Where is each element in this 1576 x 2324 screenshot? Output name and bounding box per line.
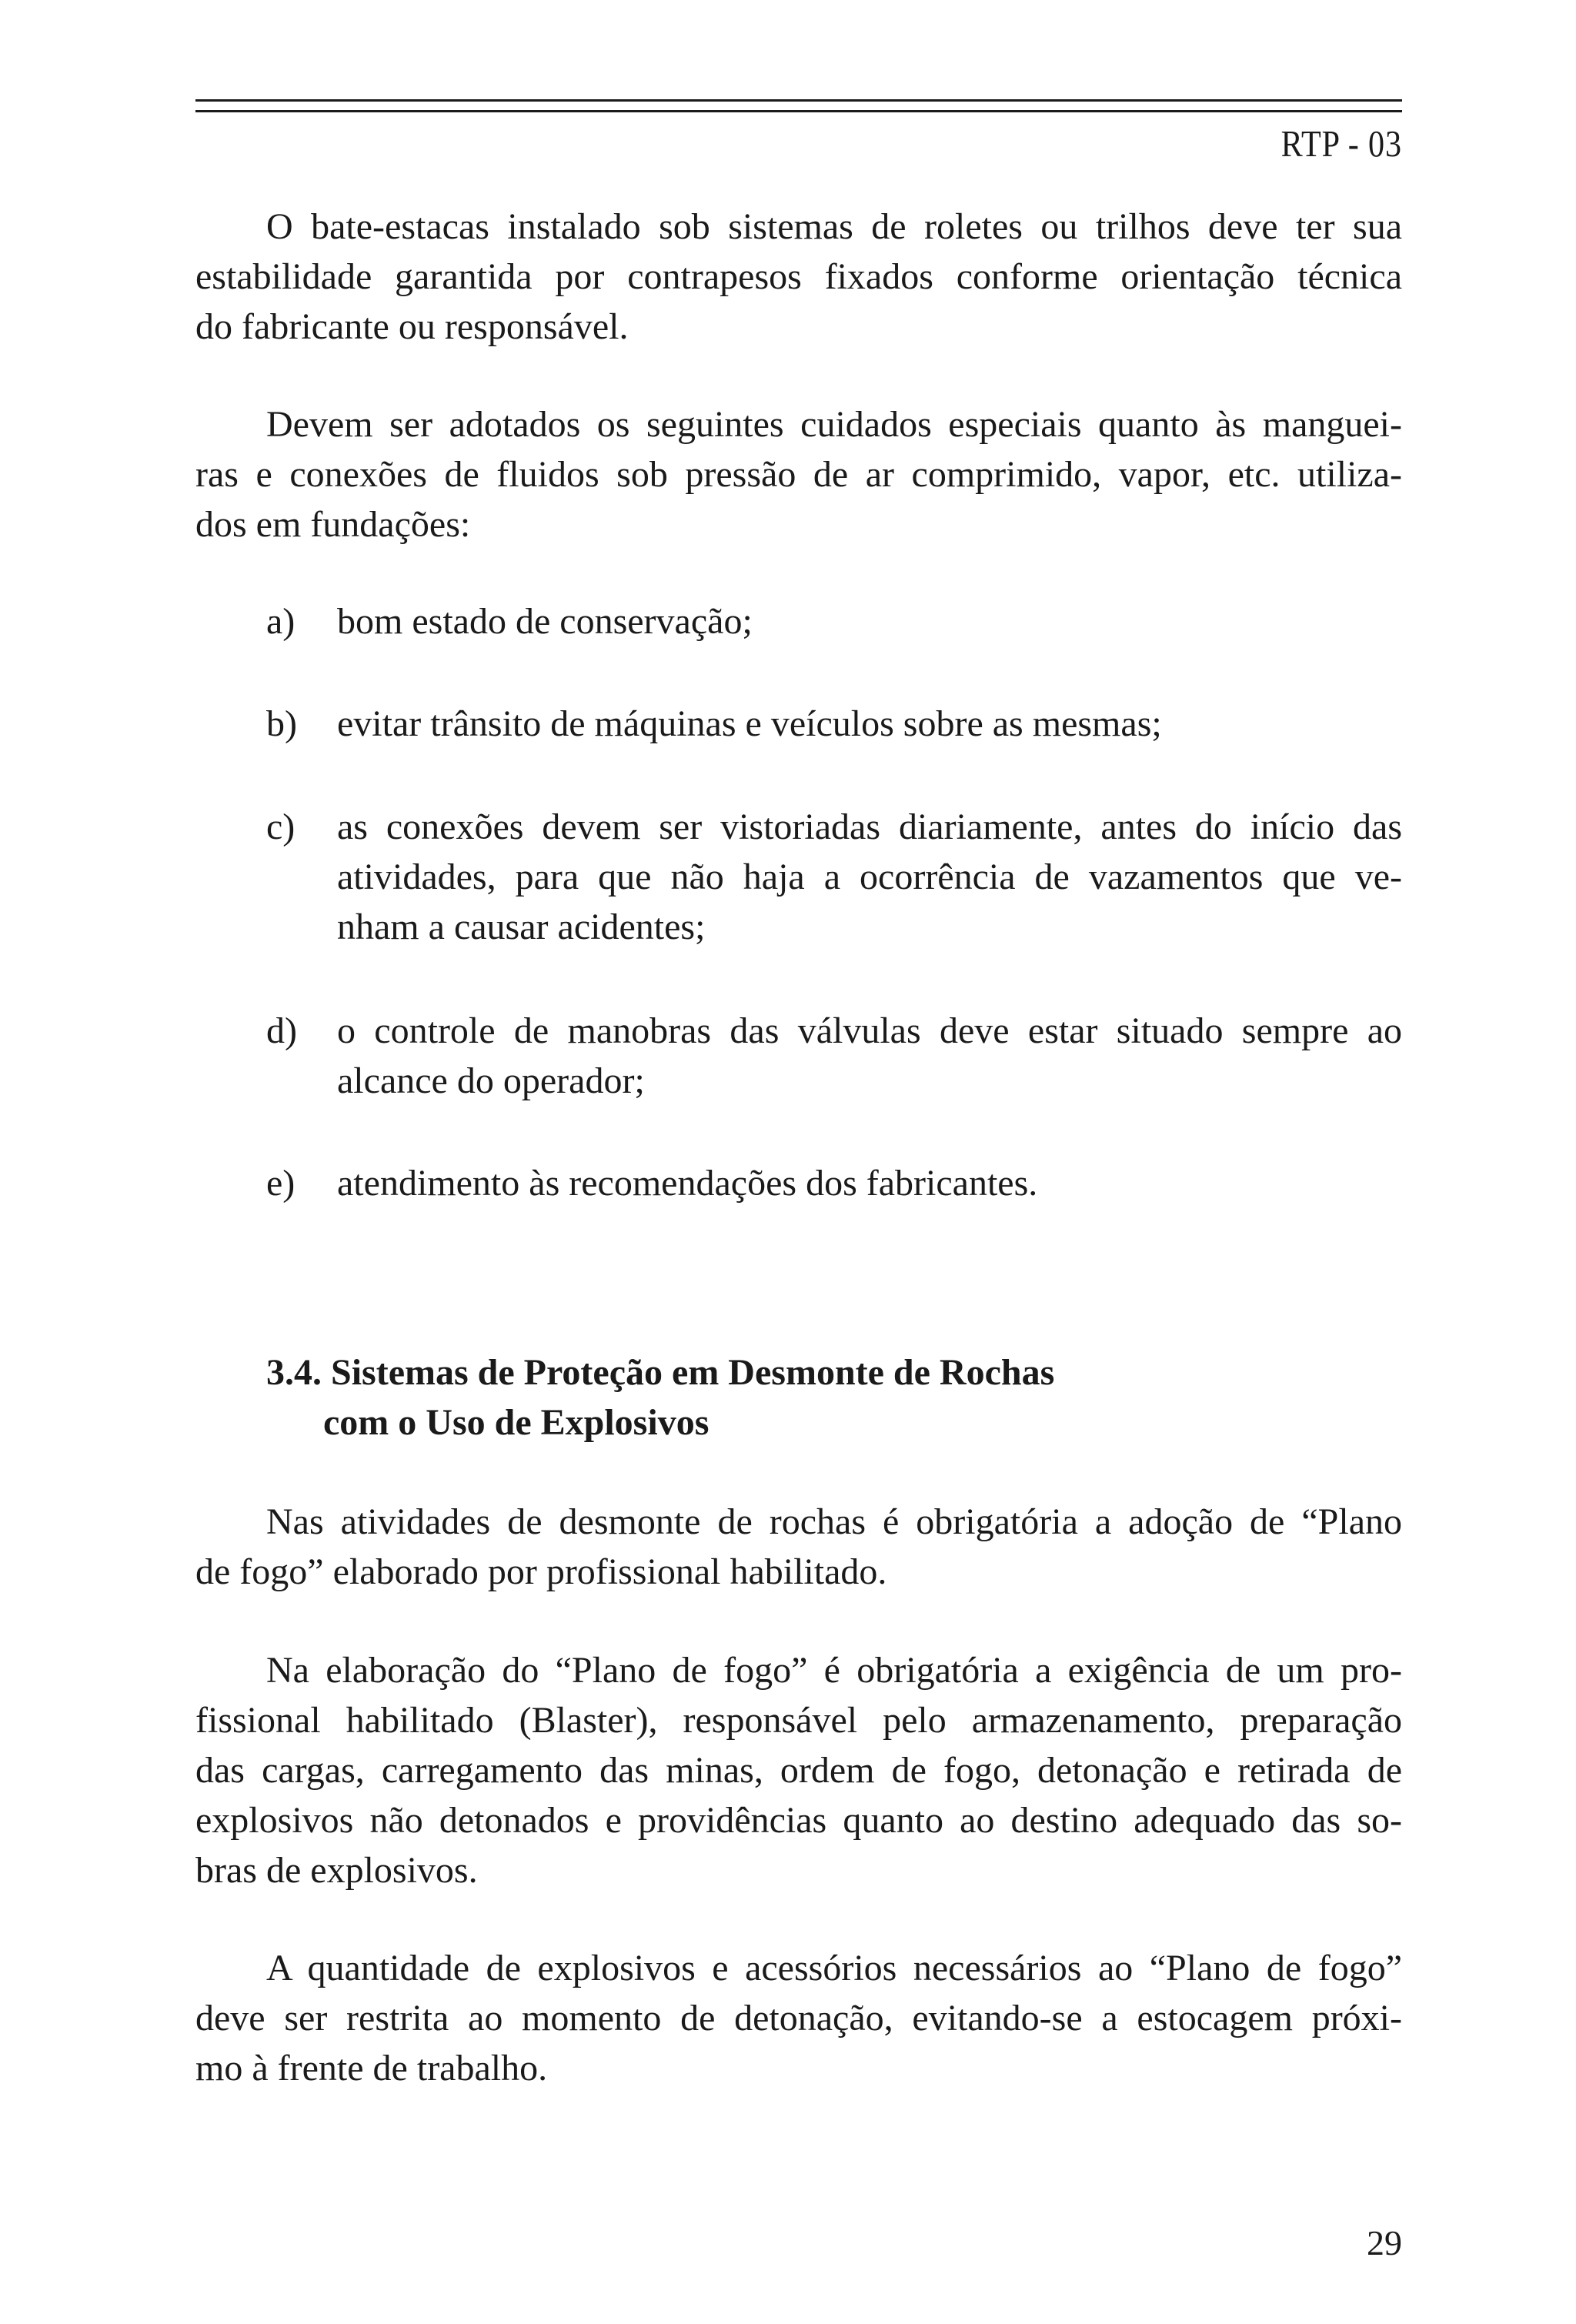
list-item-e: [266, 1158, 1402, 1208]
list-line: o controle de manobras das válvulas deve estar situado sempre ao: [337, 1010, 1402, 1051]
list-marker: e): [266, 1163, 296, 1204]
section-heading: [266, 1347, 1054, 1447]
document-code: RTP - 03: [1280, 122, 1402, 165]
paragraph-line: de fogo” elaborado por profissional habilitado.: [195, 1551, 887, 1592]
paragraph-blaster: [195, 1645, 1402, 1895]
paragraph-fire-plan: [195, 1497, 1402, 1597]
list-marker: a): [266, 601, 296, 642]
paragraph-line: dos em fundações:: [195, 504, 471, 545]
list-marker: d): [266, 1010, 297, 1051]
list-marker: c): [266, 806, 296, 847]
paragraph-line: deve ser restrita ao momento de detonação, evitando-se a estocagem próxi-: [195, 1998, 1402, 2039]
list-line: atividades, para que não haja a ocorrência de vazamentos que ve-: [337, 856, 1402, 897]
header-rule-top: [195, 99, 1402, 102]
list-item-b: [266, 699, 1402, 749]
paragraph-counterweights: [195, 202, 1402, 352]
paragraph-line: Devem ser adotados os seguintes cuidados especiais quanto às manguei-: [266, 404, 1402, 445]
paragraph-line: A quantidade de explosivos e acessórios necessários ao “Plano de fogo”: [266, 1948, 1402, 1988]
list-line: as conexões devem ser vistoriadas diariamente, antes do início das: [337, 806, 1402, 847]
paragraph-line: Nas atividades de desmonte de rochas é obrigatória a adoção de “Plano: [266, 1501, 1402, 1542]
paragraph-line: das cargas, carregamento das minas, ordem de fogo, detonação e retirada de: [195, 1750, 1402, 1791]
list-line: alcance do operador;: [337, 1060, 645, 1101]
paragraph-explosives-quantity: [195, 1943, 1402, 2093]
list-item-d: [266, 1006, 1402, 1106]
paragraph-line: explosivos não detonados e providências quanto ao destino adequado das so-: [195, 1800, 1402, 1841]
section-heading-line: 3.4. Sistemas de Proteção em Desmonte de Rochas: [266, 1352, 1055, 1393]
paragraph-line: O bate-estacas instalado sob sistemas de roletes ou trilhos deve ter sua: [266, 206, 1402, 247]
paragraph-line: mo à frente de trabalho.: [195, 2048, 548, 2089]
list-marker: b): [266, 703, 297, 744]
paragraph-line: bras de explosivos.: [195, 1850, 478, 1891]
header-rule-bottom: [195, 110, 1402, 112]
list-item-a: [266, 596, 1402, 646]
list-item-c: [266, 802, 1402, 952]
list-line: evitar trânsito de máquinas e veículos sobre as mesmas;: [337, 703, 1162, 744]
paragraph-line: fissional habilitado (Blaster), responsável pelo armazenamento, preparação: [195, 1700, 1402, 1741]
paragraph-hoses-care: [195, 399, 1402, 549]
paragraph-line: estabilidade garantida por contrapesos fixados conforme orientação técnica: [195, 256, 1402, 297]
paragraph-line: ras e conexões de fluidos sob pressão de ar comprimido, vapor, etc. utiliza-: [195, 454, 1402, 495]
paragraph-line: Na elaboração do “Plano de fogo” é obrigatória a exigência de um pro-: [266, 1650, 1402, 1691]
list-line: atendimento às recomendações dos fabricantes.: [337, 1163, 1038, 1204]
paragraph-line: do fabricante ou responsável.: [195, 306, 629, 347]
section-heading-line: com o Uso de Explosivos: [323, 1402, 710, 1443]
list-line: bom estado de conservação;: [337, 601, 753, 642]
page-number: 29: [1367, 2223, 1402, 2262]
list-line: nham a causar acidentes;: [337, 907, 706, 947]
